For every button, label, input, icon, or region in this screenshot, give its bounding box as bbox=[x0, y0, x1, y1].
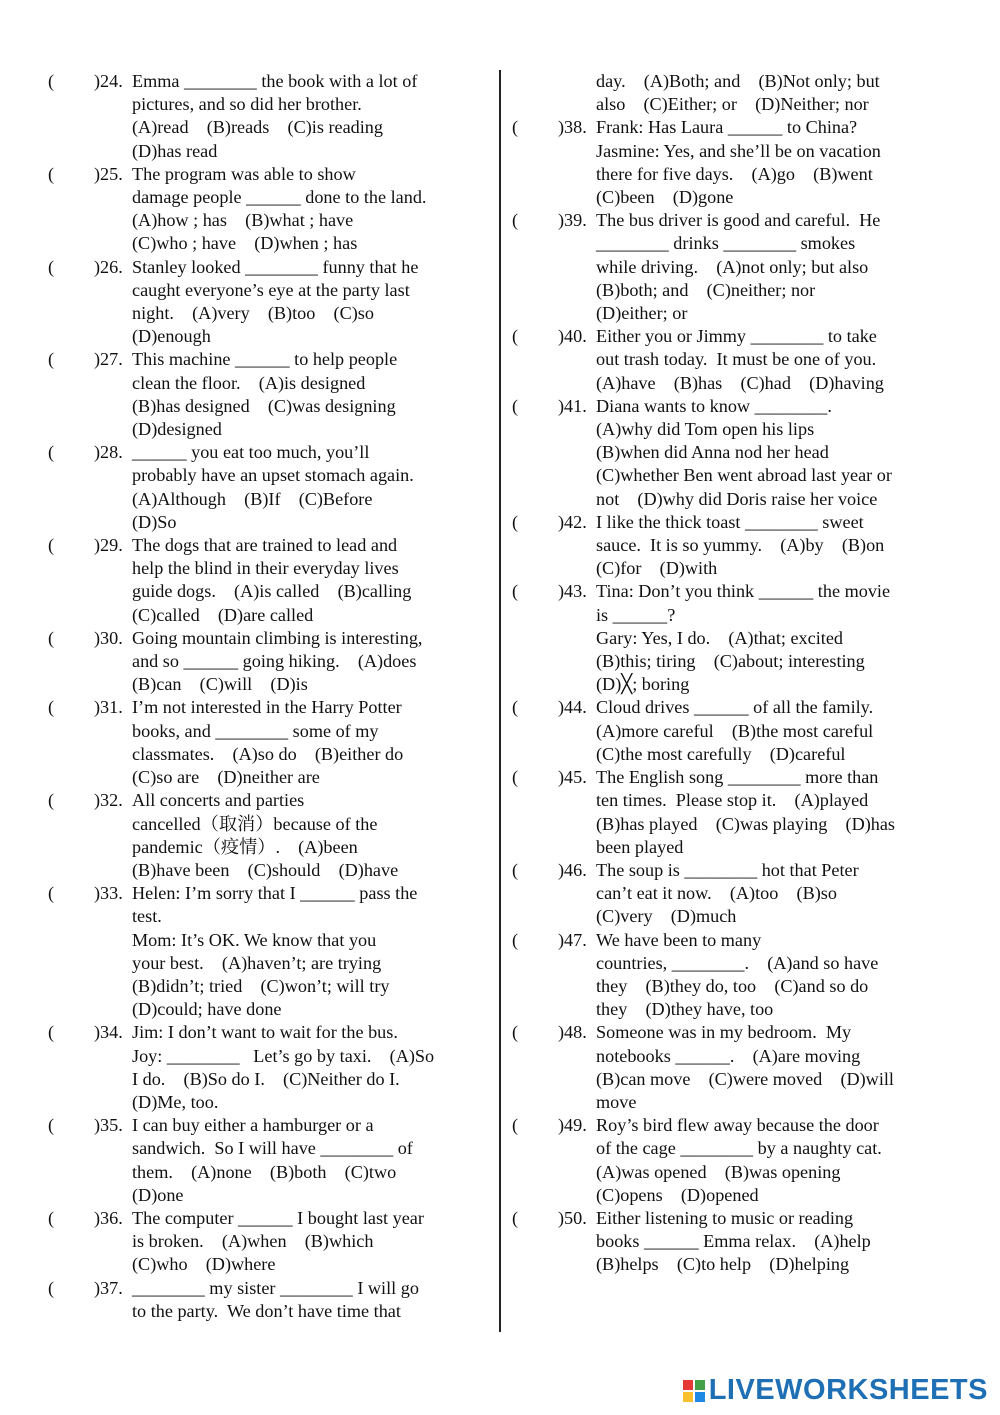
question-item bbox=[48, 163, 468, 256]
question-item bbox=[48, 1114, 468, 1207]
question-text-line: I do. (B)So do I. (C)Neither do I. bbox=[132, 1068, 400, 1089]
question-text-line: (C)the most carefully (D)careful bbox=[596, 743, 846, 764]
question-item bbox=[48, 348, 468, 441]
liveworksheets-logo bbox=[683, 1374, 988, 1407]
question-number: )50. bbox=[558, 1207, 587, 1228]
question-text-line: classmates. (A)so do (B)either do bbox=[132, 743, 404, 764]
question-text-line: (B)have been (C)should (D)have bbox=[132, 859, 399, 880]
question-text-line: they (D)they have, too bbox=[596, 999, 774, 1020]
question-number: )32. bbox=[94, 790, 123, 811]
question-text-line: move bbox=[596, 1091, 637, 1112]
question-text-line: Helen: I’m sorry that I ______ pass the bbox=[132, 883, 418, 904]
question-number: )42. bbox=[558, 511, 587, 532]
question-number: )37. bbox=[94, 1277, 123, 1298]
question-text-line: (B)has designed (C)was designing bbox=[132, 395, 396, 416]
question-text-line: (B)can move (C)were moved (D)will bbox=[596, 1068, 894, 1089]
question-text-line: (D)So bbox=[132, 511, 177, 532]
question-number: )38. bbox=[558, 117, 587, 138]
question-text-line: Diana wants to know ________. bbox=[596, 395, 832, 416]
question-item bbox=[48, 789, 468, 882]
question-text-line: (A)Although (B)If (C)Before bbox=[132, 488, 373, 509]
question-text-line: The soup is ________ hot that Peter bbox=[596, 859, 859, 880]
question-text-line: books, and ________ some of my bbox=[132, 720, 379, 741]
question-text-line: (A)how ; has (B)what ; have bbox=[132, 210, 354, 231]
question-text-line: countries, ________. (A)and so have bbox=[596, 952, 879, 973]
question-text-line: they (B)they do, too (C)and so do bbox=[596, 975, 869, 996]
question-item bbox=[512, 209, 942, 325]
answer-blank-paren[interactable]: ( bbox=[48, 790, 55, 811]
question-item bbox=[48, 256, 468, 349]
question-text-line: This machine ______ to help people bbox=[132, 349, 398, 370]
question-text-line: (C)called (D)are called bbox=[132, 604, 314, 625]
question-text-line: The program was able to show bbox=[132, 163, 356, 184]
question-text-line: is ______? bbox=[596, 604, 676, 625]
question-text-line: (A)more careful (B)the most careful bbox=[596, 720, 874, 741]
question-number: )36. bbox=[94, 1207, 123, 1228]
question-text-line: while driving. (A)not only; but also bbox=[596, 256, 869, 277]
question-text-line: sandwich. So I will have ________ of bbox=[132, 1138, 413, 1159]
question-item bbox=[48, 70, 468, 163]
question-text-line: (D)could; have done bbox=[132, 999, 282, 1020]
question-text-line: (D)has read bbox=[132, 140, 218, 161]
question-number: )31. bbox=[94, 697, 123, 718]
question-text-line: ______ you eat too much, you’ll bbox=[132, 442, 370, 463]
question-text-line: Roy’s bird flew away because the door bbox=[596, 1115, 879, 1136]
question-item bbox=[48, 627, 468, 697]
question-number: )29. bbox=[94, 535, 123, 556]
question-item bbox=[512, 116, 942, 209]
answer-blank-paren[interactable]: ( bbox=[48, 442, 55, 463]
question-number: )35. bbox=[94, 1115, 123, 1136]
answer-blank-paren[interactable]: ( bbox=[512, 117, 519, 138]
column-divider bbox=[499, 70, 501, 1332]
question-text-line: (C)been (D)gone bbox=[596, 187, 734, 208]
question-text-line: books ______ Emma relax. (A)help bbox=[596, 1231, 871, 1252]
question-text-line: (A)have (B)has (C)had (D)having bbox=[596, 372, 884, 393]
question-text-line: Joy: ________ Let’s go by taxi. (A)So bbox=[132, 1045, 435, 1066]
answer-blank-paren[interactable]: ( bbox=[48, 1207, 55, 1228]
question-number: )34. bbox=[94, 1022, 123, 1043]
question-text-line: All concerts and parties bbox=[132, 790, 305, 811]
question-item bbox=[512, 511, 942, 581]
question-text-line: (B)didn’t; tried (C)won’t; will try bbox=[132, 975, 390, 996]
answer-blank-paren[interactable]: ( bbox=[512, 1022, 519, 1043]
question-text-line: probably have an upset stomach again. bbox=[132, 465, 414, 486]
question-number: )27. bbox=[94, 349, 123, 370]
question-text-line: out trash today. It must be one of you. bbox=[596, 349, 877, 370]
question-number: )28. bbox=[94, 442, 123, 463]
question-text-line: can’t eat it now. (A)too (B)so bbox=[596, 883, 837, 904]
question-text-line: Tina: Don’t you think ______ the movie bbox=[596, 581, 891, 602]
question-text-line: them. (A)none (B)both (C)two bbox=[132, 1161, 397, 1182]
question-text-line: also (C)Either; or (D)Neither; nor bbox=[596, 94, 869, 115]
question-text-line: Jim: I don’t want to wait for the bus. bbox=[132, 1022, 398, 1043]
question-text-line: The dogs that are trained to lead and bbox=[132, 535, 398, 556]
answer-blank-paren[interactable]: ( bbox=[512, 395, 519, 416]
question-text-line: (A)was opened (B)was opening bbox=[596, 1161, 841, 1182]
question-number: )46. bbox=[558, 859, 587, 880]
question-item bbox=[512, 580, 942, 696]
question-text-line: (C)who (D)where bbox=[132, 1254, 276, 1275]
question-text-line: caught everyone’s eye at the party last bbox=[132, 279, 410, 300]
question-text-line: (D)designed bbox=[132, 419, 222, 440]
question-number: )43. bbox=[558, 581, 587, 602]
answer-blank-paren[interactable]: ( bbox=[48, 883, 55, 904]
question-text-line: damage people ______ done to the land. bbox=[132, 187, 427, 208]
question-item bbox=[512, 1021, 942, 1114]
answer-blank-paren[interactable]: ( bbox=[48, 163, 55, 184]
answer-blank-paren[interactable]: ( bbox=[512, 326, 519, 347]
answer-blank-paren[interactable]: ( bbox=[48, 535, 55, 556]
question-text-line: been played bbox=[596, 836, 684, 857]
answer-blank-paren[interactable]: ( bbox=[48, 697, 55, 718]
question-text-line: pandemic（疫情）. (A)been bbox=[132, 836, 358, 857]
right-question-column bbox=[512, 70, 942, 1277]
question-text-line: pictures, and so did her brother. bbox=[132, 94, 362, 115]
answer-blank-paren[interactable]: ( bbox=[48, 71, 55, 91]
question-item bbox=[48, 534, 468, 627]
question-text-line: (C)whether Ben went abroad last year or bbox=[596, 465, 892, 486]
question-text-line: (B)has played (C)was playing (D)has bbox=[596, 813, 896, 834]
question-text-line: help the blind in their everyday lives bbox=[132, 558, 399, 579]
question-number: )44. bbox=[558, 697, 587, 718]
question-text-line: We have been to many bbox=[596, 929, 762, 950]
question-text-line: Jasmine: Yes, and she’ll be on vacation bbox=[596, 140, 881, 161]
question-text-line: (C)so are (D)neither are bbox=[132, 767, 320, 788]
question-text-line: night. (A)very (B)too (C)so bbox=[132, 303, 374, 324]
question-number: )49. bbox=[558, 1115, 587, 1136]
answer-blank-paren[interactable]: ( bbox=[512, 767, 519, 788]
question-item bbox=[48, 441, 468, 534]
question-item bbox=[512, 1207, 942, 1277]
question-number: )48. bbox=[558, 1022, 587, 1043]
question-item bbox=[48, 1207, 468, 1277]
question-text-line: Frank: Has Laura ______ to China? bbox=[596, 117, 858, 138]
question-text-line: is broken. (A)when (B)which bbox=[132, 1231, 374, 1252]
answer-blank-paren[interactable]: ( bbox=[512, 697, 519, 718]
question-text-line: Mom: It’s OK. We know that you bbox=[132, 929, 377, 950]
logo-square bbox=[695, 1392, 705, 1402]
question-text-line: (D)either; or bbox=[596, 303, 688, 324]
question-text-line: (C)very (D)much bbox=[596, 906, 737, 927]
question-item bbox=[512, 766, 942, 859]
logo-square bbox=[695, 1380, 705, 1390]
question-text-line: Someone was in my bedroom. My bbox=[596, 1022, 852, 1043]
answer-blank-paren[interactable]: ( bbox=[48, 627, 55, 648]
question-text-line: notebooks ______. (A)are moving bbox=[596, 1045, 861, 1066]
logo-square bbox=[683, 1392, 693, 1402]
question-text-line: (B)this; tiring (C)about; interesting bbox=[596, 651, 865, 672]
question-text-line: Gary: Yes, I do. (A)that; excited bbox=[596, 627, 843, 648]
question-text-line: there for five days. (A)go (B)went bbox=[596, 163, 873, 184]
question-text-line: I’m not interested in the Harry Potter bbox=[132, 697, 402, 718]
logo-text: LIVEWORKSHEETS bbox=[708, 1374, 988, 1406]
question-text-line: ________ drinks ________ smokes bbox=[596, 233, 856, 254]
question-number: )24. bbox=[94, 71, 123, 91]
question-item bbox=[512, 929, 942, 1022]
question-text-line: Cloud drives ______ of all the family. bbox=[596, 697, 874, 718]
question-number: )41. bbox=[558, 395, 587, 416]
answer-blank-paren[interactable]: ( bbox=[512, 1115, 519, 1136]
question-text-line: (D)╳; boring bbox=[596, 674, 690, 695]
left-question-column bbox=[48, 70, 468, 1323]
question-text-line: clean the floor. (A)is designed bbox=[132, 372, 366, 393]
question-text-line: your best. (A)haven’t; are trying bbox=[132, 952, 382, 973]
question-text-line: test. bbox=[132, 906, 162, 927]
question-text-line: (A)why did Tom open his lips bbox=[596, 419, 815, 440]
question-text-line: (D)enough bbox=[132, 326, 211, 347]
question-item bbox=[512, 859, 942, 929]
question-text-line: (B)when did Anna nod her head bbox=[596, 442, 829, 463]
question-text-line: (A)read (B)reads (C)is reading bbox=[132, 117, 383, 138]
question-item bbox=[48, 1277, 468, 1323]
question-number: )39. bbox=[558, 210, 587, 231]
answer-blank-paren[interactable]: ( bbox=[48, 349, 55, 370]
question-text-line: The bus driver is good and careful. He bbox=[596, 210, 881, 231]
question-text-line: (B)both; and (C)neither; nor bbox=[596, 279, 816, 300]
answer-blank-paren[interactable]: ( bbox=[512, 1207, 519, 1228]
question-text-line: (C)for (D)with bbox=[596, 558, 718, 579]
logo-mark-icon bbox=[683, 1380, 705, 1402]
question-text-line: The computer ______ I bought last year bbox=[132, 1207, 424, 1228]
answer-blank-paren[interactable]: ( bbox=[512, 511, 519, 532]
question-number: )30. bbox=[94, 627, 123, 648]
question-text-line: day. (A)Both; and (B)Not only; but bbox=[596, 71, 880, 91]
question-number: )33. bbox=[94, 883, 123, 904]
question-37-continuation bbox=[512, 70, 942, 116]
question-text-line: (D)one bbox=[132, 1184, 184, 1205]
question-text-line: not (D)why did Doris raise her voice bbox=[596, 488, 878, 509]
question-text-line: Either you or Jimmy ________ to take bbox=[596, 326, 877, 347]
question-text-line: of the cage ________ by a naughty cat. bbox=[596, 1138, 882, 1159]
question-item bbox=[512, 395, 942, 511]
question-item bbox=[512, 325, 942, 395]
question-text-line: (B)helps (C)to help (D)helping bbox=[596, 1254, 850, 1275]
answer-blank-paren[interactable]: ( bbox=[512, 929, 519, 950]
answer-blank-paren[interactable]: ( bbox=[512, 210, 519, 231]
question-text-line: guide dogs. (A)is called (B)calling bbox=[132, 581, 412, 602]
question-number: )25. bbox=[94, 163, 123, 184]
question-text-line: The English song ________ more than bbox=[596, 767, 879, 788]
question-text-line: Stanley looked ________ funny that he bbox=[132, 256, 419, 277]
question-text-line: Emma ________ the book with a lot of bbox=[132, 71, 418, 91]
question-text-line: I can buy either a hamburger or a bbox=[132, 1115, 374, 1136]
question-item bbox=[512, 696, 942, 766]
answer-blank-paren[interactable]: ( bbox=[48, 1022, 55, 1043]
question-text-line: I like the thick toast ________ sweet bbox=[596, 511, 864, 532]
logo-square bbox=[683, 1380, 693, 1390]
answer-blank-paren[interactable]: ( bbox=[48, 1115, 55, 1136]
answer-blank-paren[interactable]: ( bbox=[512, 859, 519, 880]
question-number: )47. bbox=[558, 929, 587, 950]
question-text-line: cancelled（取消）because of the bbox=[132, 813, 378, 834]
question-item bbox=[48, 696, 468, 789]
question-text-line: sauce. It is so yummy. (A)by (B)on bbox=[596, 535, 885, 556]
question-text-line: Either listening to music or reading bbox=[596, 1207, 854, 1228]
answer-blank-paren[interactable]: ( bbox=[48, 1277, 55, 1298]
question-text-line: (D)Me, too. bbox=[132, 1091, 219, 1112]
question-text-line: ________ my sister ________ I will go bbox=[132, 1277, 419, 1298]
question-text-line: (C)opens (D)opened bbox=[596, 1184, 759, 1205]
question-number: )26. bbox=[94, 256, 123, 277]
question-text-line: and so ______ going hiking. (A)does bbox=[132, 651, 417, 672]
question-text-line: (B)can (C)will (D)is bbox=[132, 674, 308, 695]
question-number: )40. bbox=[558, 326, 587, 347]
question-text-line: Going mountain climbing is interesting, bbox=[132, 627, 423, 648]
answer-blank-paren[interactable]: ( bbox=[512, 581, 519, 602]
question-text-line: ten times. Please stop it. (A)played bbox=[596, 790, 869, 811]
question-text-line: (C)who ; have (D)when ; has bbox=[132, 233, 358, 254]
question-text-line: to the party. We don’t have time that bbox=[132, 1300, 401, 1321]
question-item bbox=[48, 882, 468, 1021]
question-item bbox=[48, 1021, 468, 1114]
question-number: )45. bbox=[558, 767, 587, 788]
answer-blank-paren[interactable]: ( bbox=[48, 256, 55, 277]
question-item bbox=[512, 1114, 942, 1207]
